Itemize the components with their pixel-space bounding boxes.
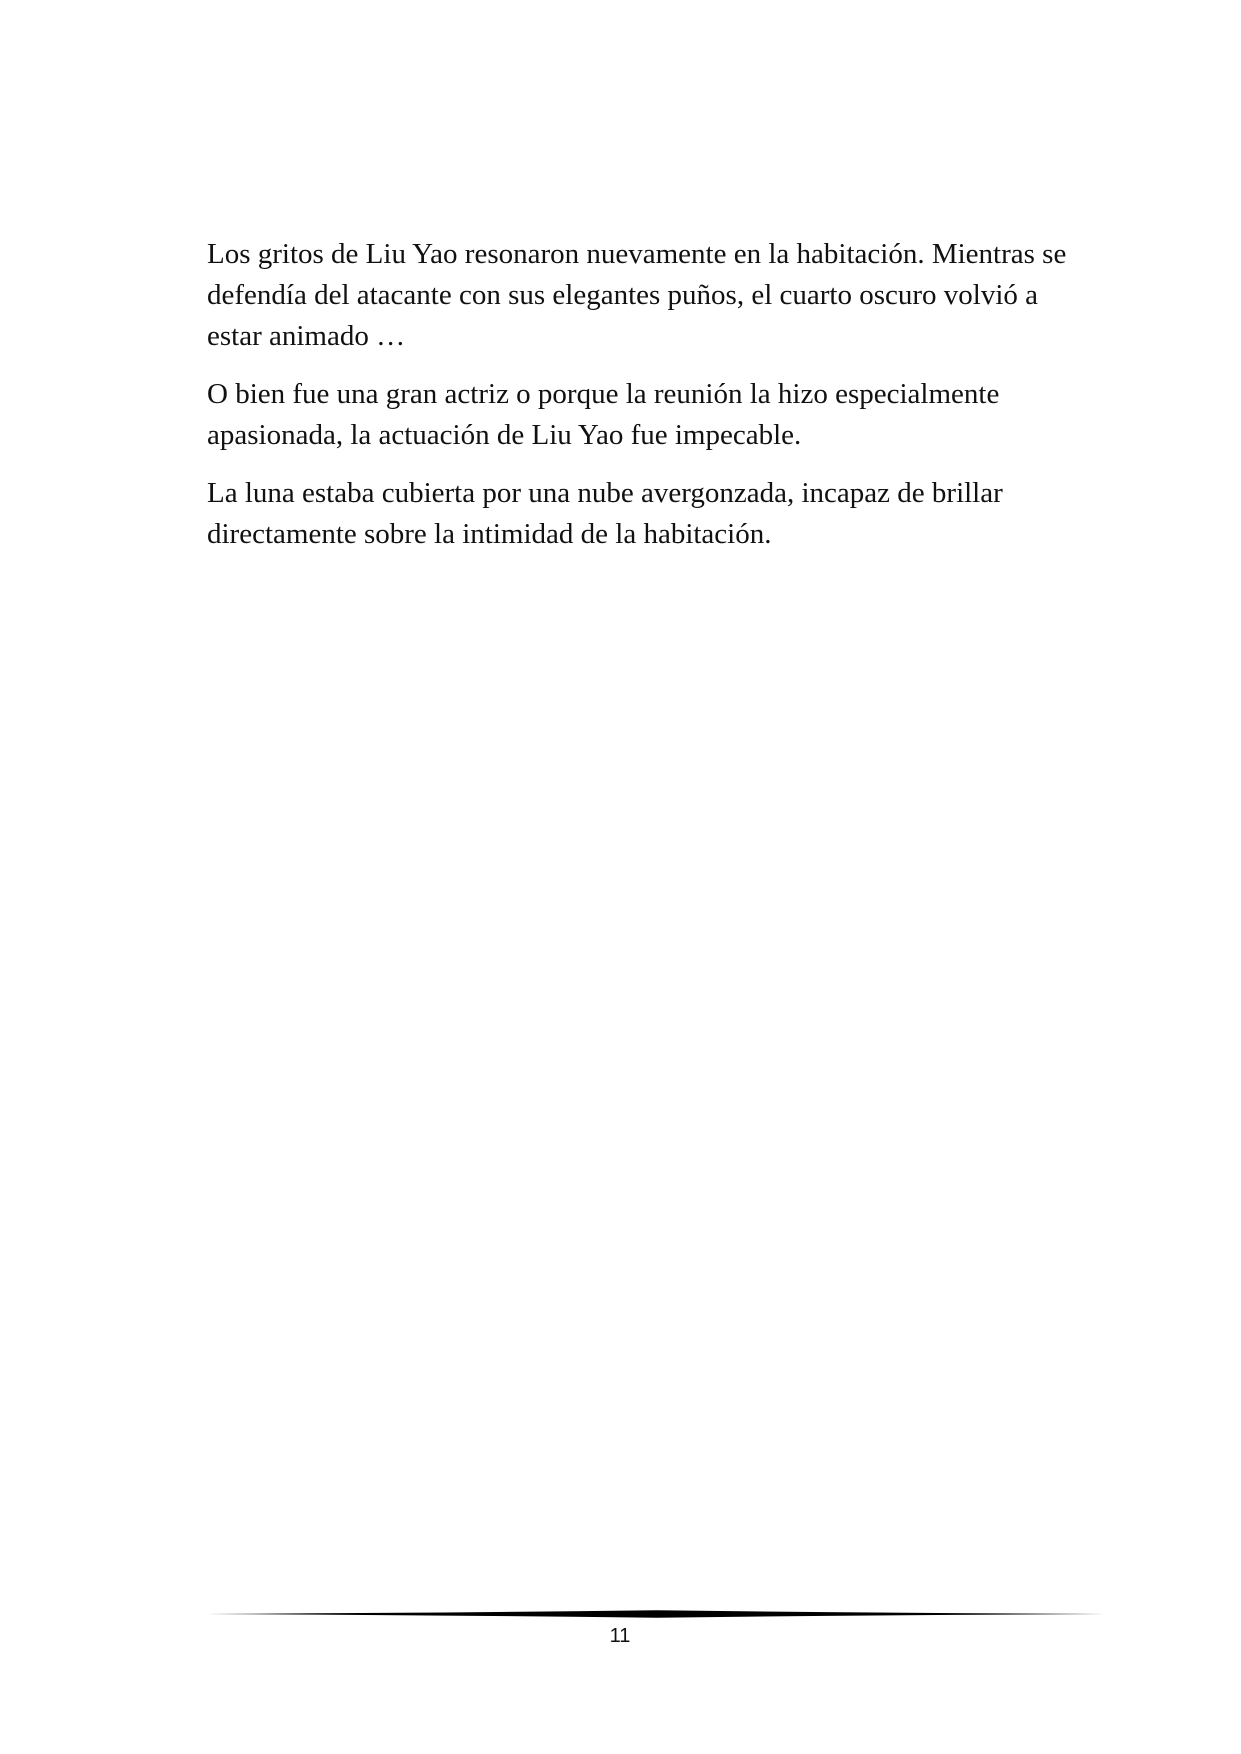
paragraph-2: O bien fue una gran actriz o porque la reunión la hizo especialmente apasionada, la actuación de Liu Yao fue impecable. (207, 378, 1000, 451)
body-text (207, 234, 1087, 572)
page-number: 11 (609, 1625, 631, 1647)
paragraph-3: La luna estaba cubierta por una nube avergonzada, incapaz de brillar directamente sobre la intimidad de la habitación. (207, 477, 1003, 550)
footer-rule (207, 1608, 1105, 1620)
paragraph-1: Los gritos de Liu Yao resonaron nuevamente en la habitación. Mientras se defendía del atacante con sus elegantes puños, el cuarto oscuro volvió a estar animado … (207, 238, 1067, 352)
footer-rule-shape (207, 1610, 1105, 1618)
